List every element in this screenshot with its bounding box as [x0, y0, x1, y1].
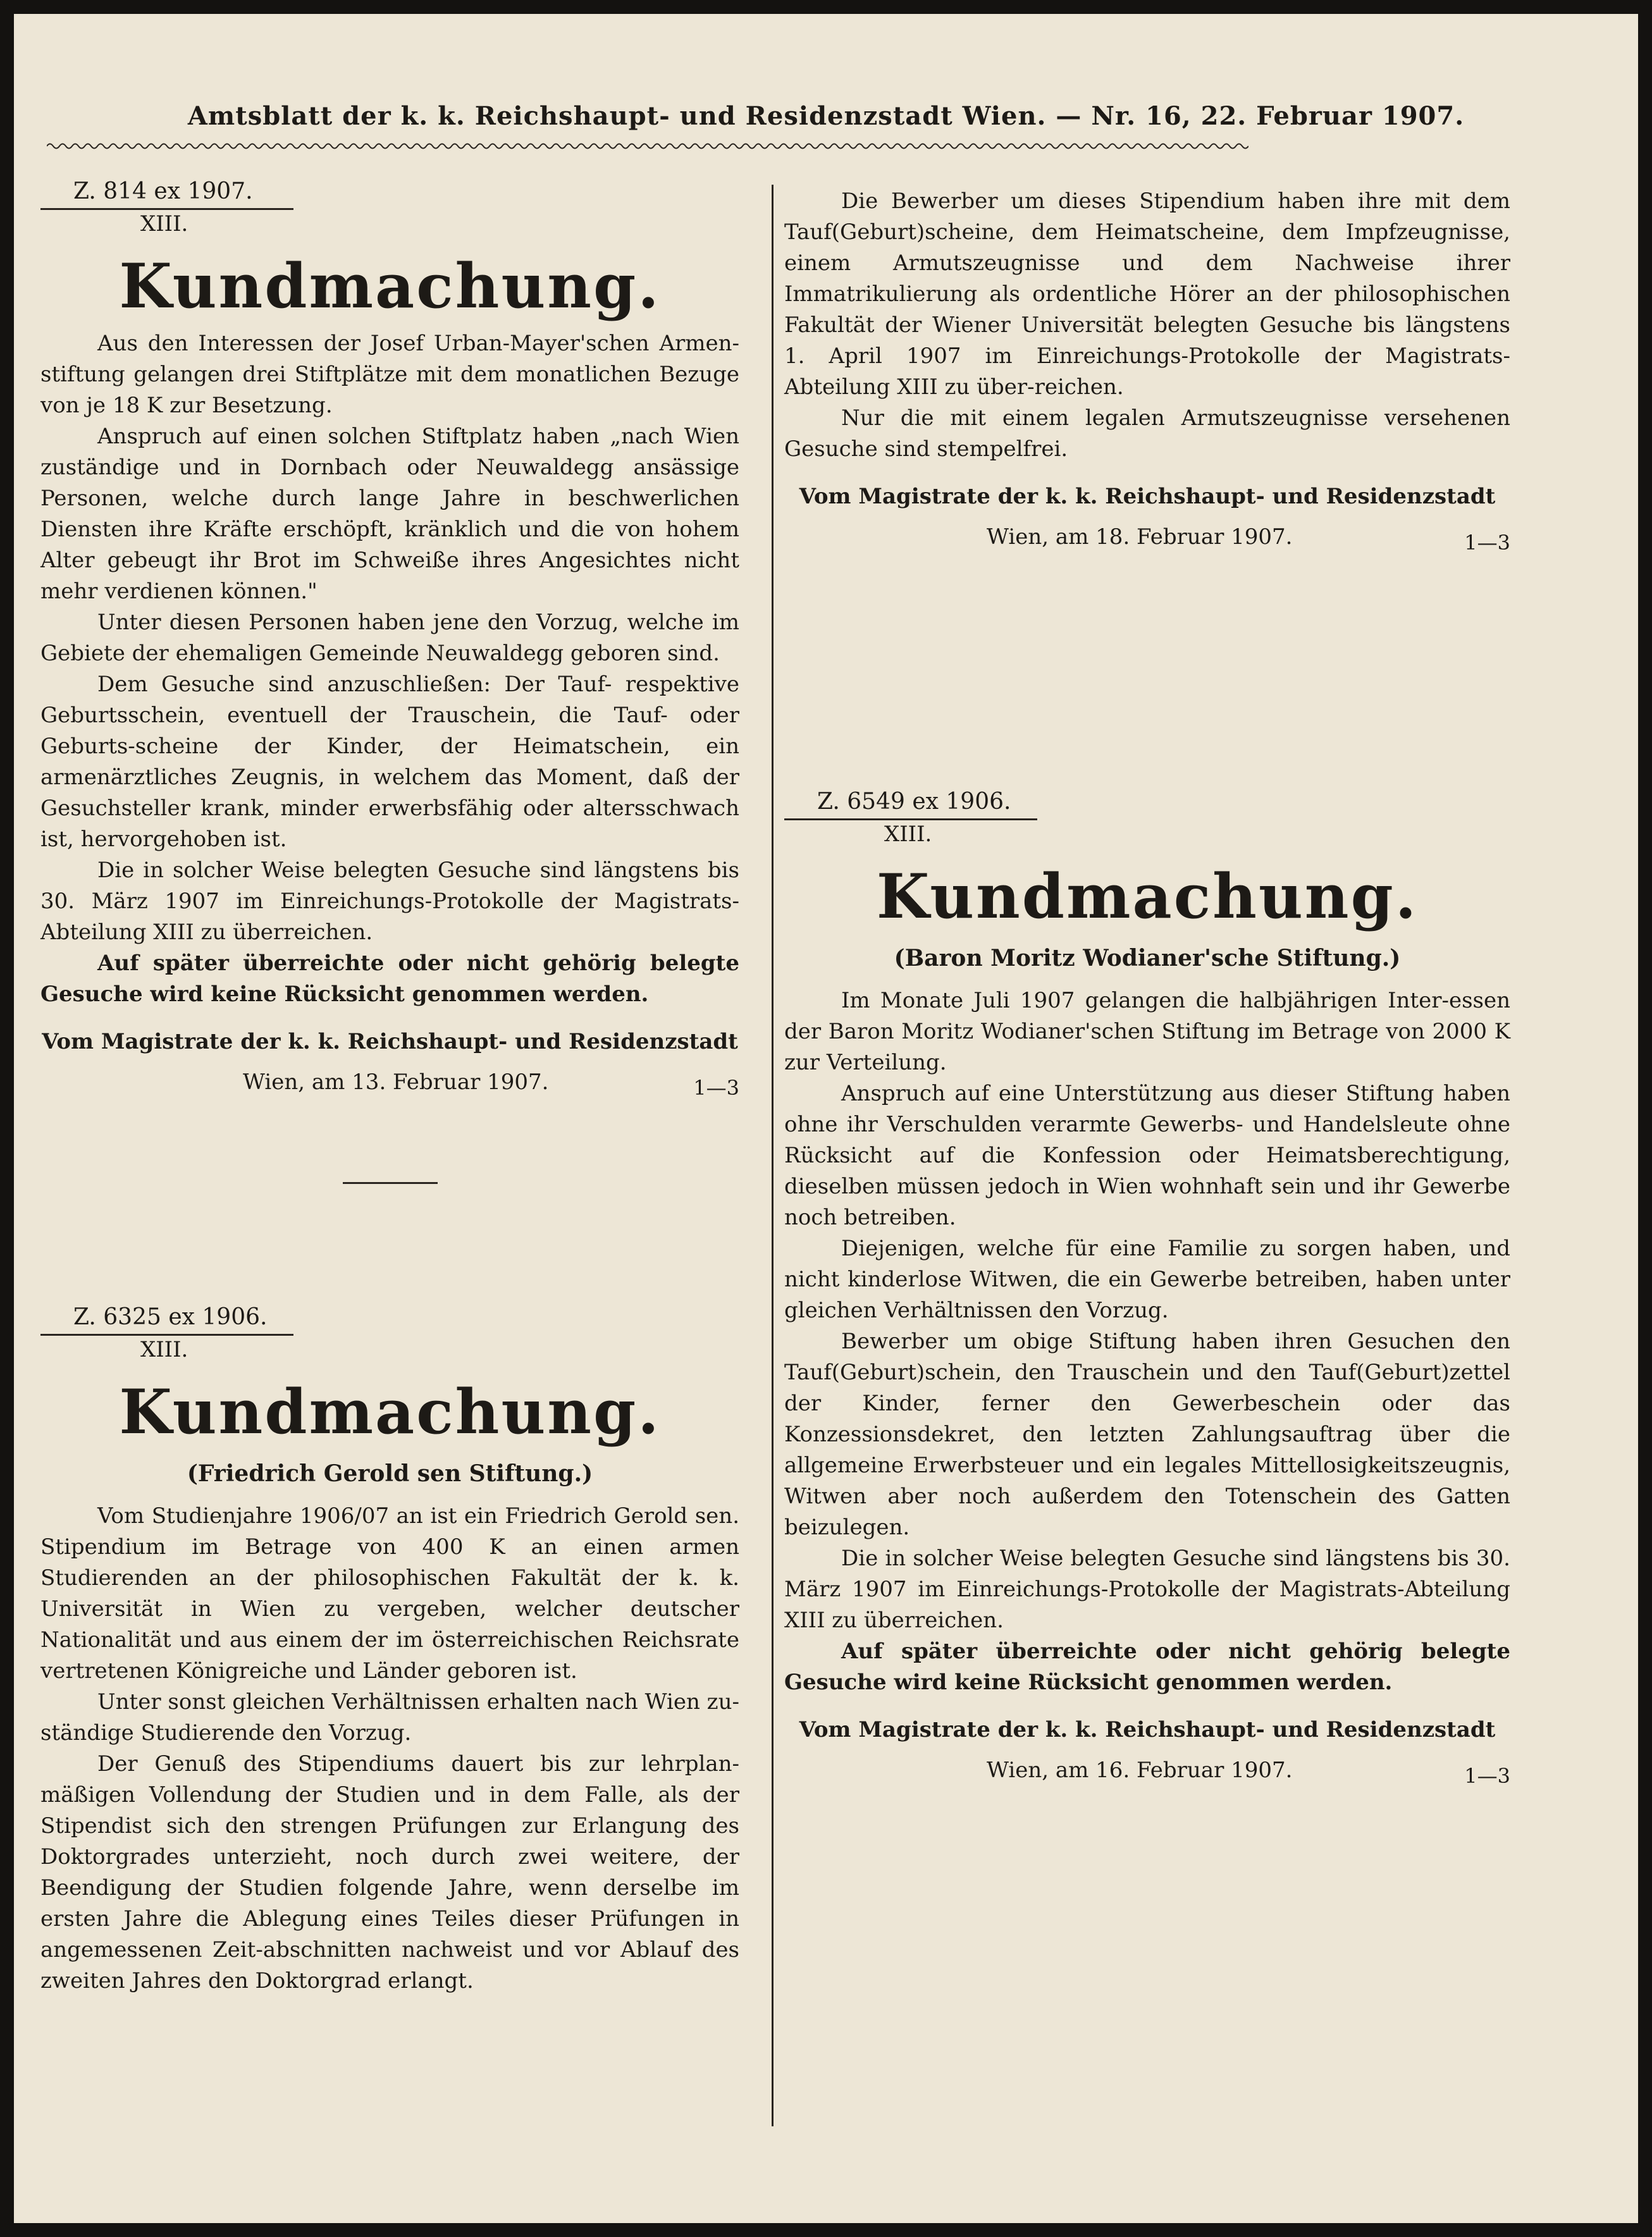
paragraph: Dem Gesuche sind anzuschließen: Der Tauf- respektive Geburtsschein, eventuell der Trauschein, die Tauf- oder Geburts-scheine der Kinder, der Heimatschein, ein armenärztliches Zeugnis, in welchem das Moment, daß der Gesuchsteller krank, minder erwerbsfähig oder altersschwach ist, hervorgehoben ist.	[40, 672, 739, 852]
column-divider	[772, 185, 774, 2126]
notice-reference: Z. 6549 ex 1906.	[817, 789, 1011, 815]
department-number: XIII.	[884, 822, 932, 847]
page-header: Amtsblatt der k. k. Reichshaupt- und Residenzstadt Wien. — Nr. 16, 22. Februar 1907.	[187, 101, 1465, 131]
notice-subtitle: (Baron Moritz Wodianer'sche Stiftung.)	[894, 945, 1401, 971]
paragraph: Bewerber um obige Stiftung haben ihren Gesuchen den Tauf(Geburt)schein, den Trauschein und den Tauf(Geburt)zettel der Kinder, ferner den Gewerbeschein oder das Konzessionsdekret, den letzten Zahlungsauftrag über die allgemeine Erwerbsteuer und ein legales Mittellosigkeitszeugnis, Witwen aber noch außerdem den Totenschein des Gatten beizulegen.	[784, 1329, 1510, 1540]
date-text: Wien, am 16. Februar 1907.	[987, 1758, 1293, 1783]
paragraph: Nur die mit einem legalen Armutszeugnisse versehenen Gesuche sind stempelfrei.	[784, 405, 1510, 462]
date-line	[784, 524, 1510, 556]
reference-rule	[784, 818, 1037, 820]
notice-title: Kundmachung.	[119, 1376, 661, 1448]
paragraph: Die Bewerber um dieses Stipendium haben ihre mit dem Tauf(Geburt)scheine, dem Heimatscheine, dem Impfzeugnisse, einem Armutszeugnisse und dem Nachweise ihrer Immatrikulierung als ordentliche Hörer an der philosophischen Fakultät der Wiener Universität belegten Gesuche bis längstens 1. April 1907 im Einreichungs-Protokolle der Magistrats-Abteilung XIII zu über-reichen.	[784, 188, 1510, 400]
paragraph: Die in solcher Weise belegten Gesuche sind längstens bis 30. März 1907 im Einreichungs-Protokolle der Magistrats-Abteilung XIII zu überreichen.	[784, 1546, 1510, 1633]
notice-gerold	[40, 1304, 739, 1997]
newspaper-page	[14, 14, 1638, 2223]
bold-notice: Auf später überreichte oder nicht gehörig belegte Gesuche wird keine Rücksicht genommen werden.	[784, 1639, 1510, 1695]
date-line	[784, 1758, 1510, 1789]
department-number: XIII.	[140, 1337, 188, 1362]
reference-rule	[40, 208, 293, 210]
paragraph: Die in solcher Weise belegten Gesuche sind längstens bis 30. März 1907 im Einreichungs-Protokolle der Magistrats-Abteilung XIII zu überreichen.	[40, 858, 739, 945]
insertion-number: 1—3	[693, 1076, 739, 1100]
notice-title: Kundmachung.	[876, 861, 1419, 932]
notice-reference: Z. 6325 ex 1906.	[73, 1304, 268, 1330]
bold-notice: Auf später überreichte oder nicht gehörig belegte Gesuche wird keine Rücksicht genommen werden.	[40, 951, 739, 1007]
signature-line: Vom Magistrate der k. k. Reichshaupt- und Residenzstadt	[799, 1717, 1496, 1742]
reference-rule	[40, 1334, 293, 1336]
paragraph: Anspruch auf einen solchen Stiftplatz haben „nach Wien zuständige und in Dornbach oder Neuwaldegg ansässige Personen, welche durch lange Jahre in beschwerlichen Diensten ihre Kräfte erschöpft, kränklich und die von hohem Alter gebeugt ihr Brot im Schweiße ihres Angesichtes nicht mehr verdienen können."	[40, 424, 739, 604]
notice-wodianer	[784, 789, 1510, 1789]
date-line	[40, 1069, 739, 1101]
section-separator	[343, 1182, 438, 1184]
paragraph: Vom Studienjahre 1906/07 an ist ein Friedrich Gerold sen. Stipendium im Betrage von 400 K an einen armen Studierenden an der philosophischen Fakultät der k. k. Universität in Wien zu vergeben, welcher deutscher Nationalität und aus einem der im österreichischen Reichsrate vertretenen Königreiche und Länder geboren ist.	[40, 1503, 739, 1684]
insertion-number: 1—3	[1464, 1764, 1510, 1788]
paragraph: Unter sonst gleichen Verhältnissen erhalten nach Wien zu-ständige Studierende den Vorzug.	[40, 1689, 739, 1746]
date-text: Wien, am 18. Februar 1907.	[987, 524, 1293, 550]
paragraph: Im Monate Juli 1907 gelangen die halbjährigen Inter-essen der Baron Moritz Wodianer'schen Stiftung im Betrage von 2000 K zur Verteilung.	[784, 988, 1510, 1075]
department-number: XIII.	[140, 211, 188, 237]
date-text: Wien, am 13. Februar 1907.	[243, 1069, 549, 1095]
signature-line: Vom Magistrate der k. k. Reichshaupt- und Residenzstadt	[42, 1029, 738, 1054]
paragraph: Unter diesen Personen haben jene den Vorzug, welche im Gebiete der ehemaligen Gemeinde Neuwaldegg geboren sind.	[40, 610, 739, 666]
paragraph: Aus den Interessen der Josef Urban-Mayer'schen Armen-stiftung gelangen drei Stiftplätze mit dem monatlichen Bezuge von je 18 K zur Besetzung.	[40, 331, 739, 418]
paragraph: Anspruch auf eine Unterstützung aus dieser Stiftung haben ohne ihr Verschulden verarmte Gewerbs- und Handelsleute ohne Rücksicht auf die Konfession oder Heimatsberechtigung, dieselben müssen jedoch in Wien wohnhaft sein und ihr Gewerbe noch betreiben.	[784, 1081, 1510, 1230]
notice-reference: Z. 814 ex 1907.	[73, 178, 253, 204]
paragraph: Diejenigen, welche für eine Familie zu sorgen haben, und nicht kinderlose Witwen, die ein Gewerbe betreiben, haben unter gleichen Verhältnissen den Vorzug.	[784, 1236, 1510, 1323]
notice-subtitle: (Friedrich Gerold sen Stiftung.)	[187, 1460, 593, 1487]
signature-line: Vom Magistrate der k. k. Reichshaupt- und Residenzstadt	[799, 484, 1496, 509]
notice-gerold-continued	[784, 186, 1510, 556]
paragraph: Der Genuß des Stipendiums dauert bis zur lehrplan-mäßigen Vollendung der Studien und in dem Falle, als der Stipendist sich den strengen Prüfungen zur Erlangung des Doktorgrades unterzieht, noch durch zwei weitere, der Beendigung der Studien folgende Jahre, wenn derselbe im ersten Jahre die Ablegung eines Teiles dieser Prüfungen in angemessenen Zeit-abschnitten nachweist und vor Ablauf des zweiten Jahres den Doktorgrad erlangt.	[40, 1751, 739, 1994]
notice-title: Kundmachung.	[119, 250, 661, 322]
notice-urban-mayer	[40, 178, 739, 1184]
wavy-rule	[47, 140, 1248, 152]
insertion-number: 1—3	[1464, 531, 1510, 555]
